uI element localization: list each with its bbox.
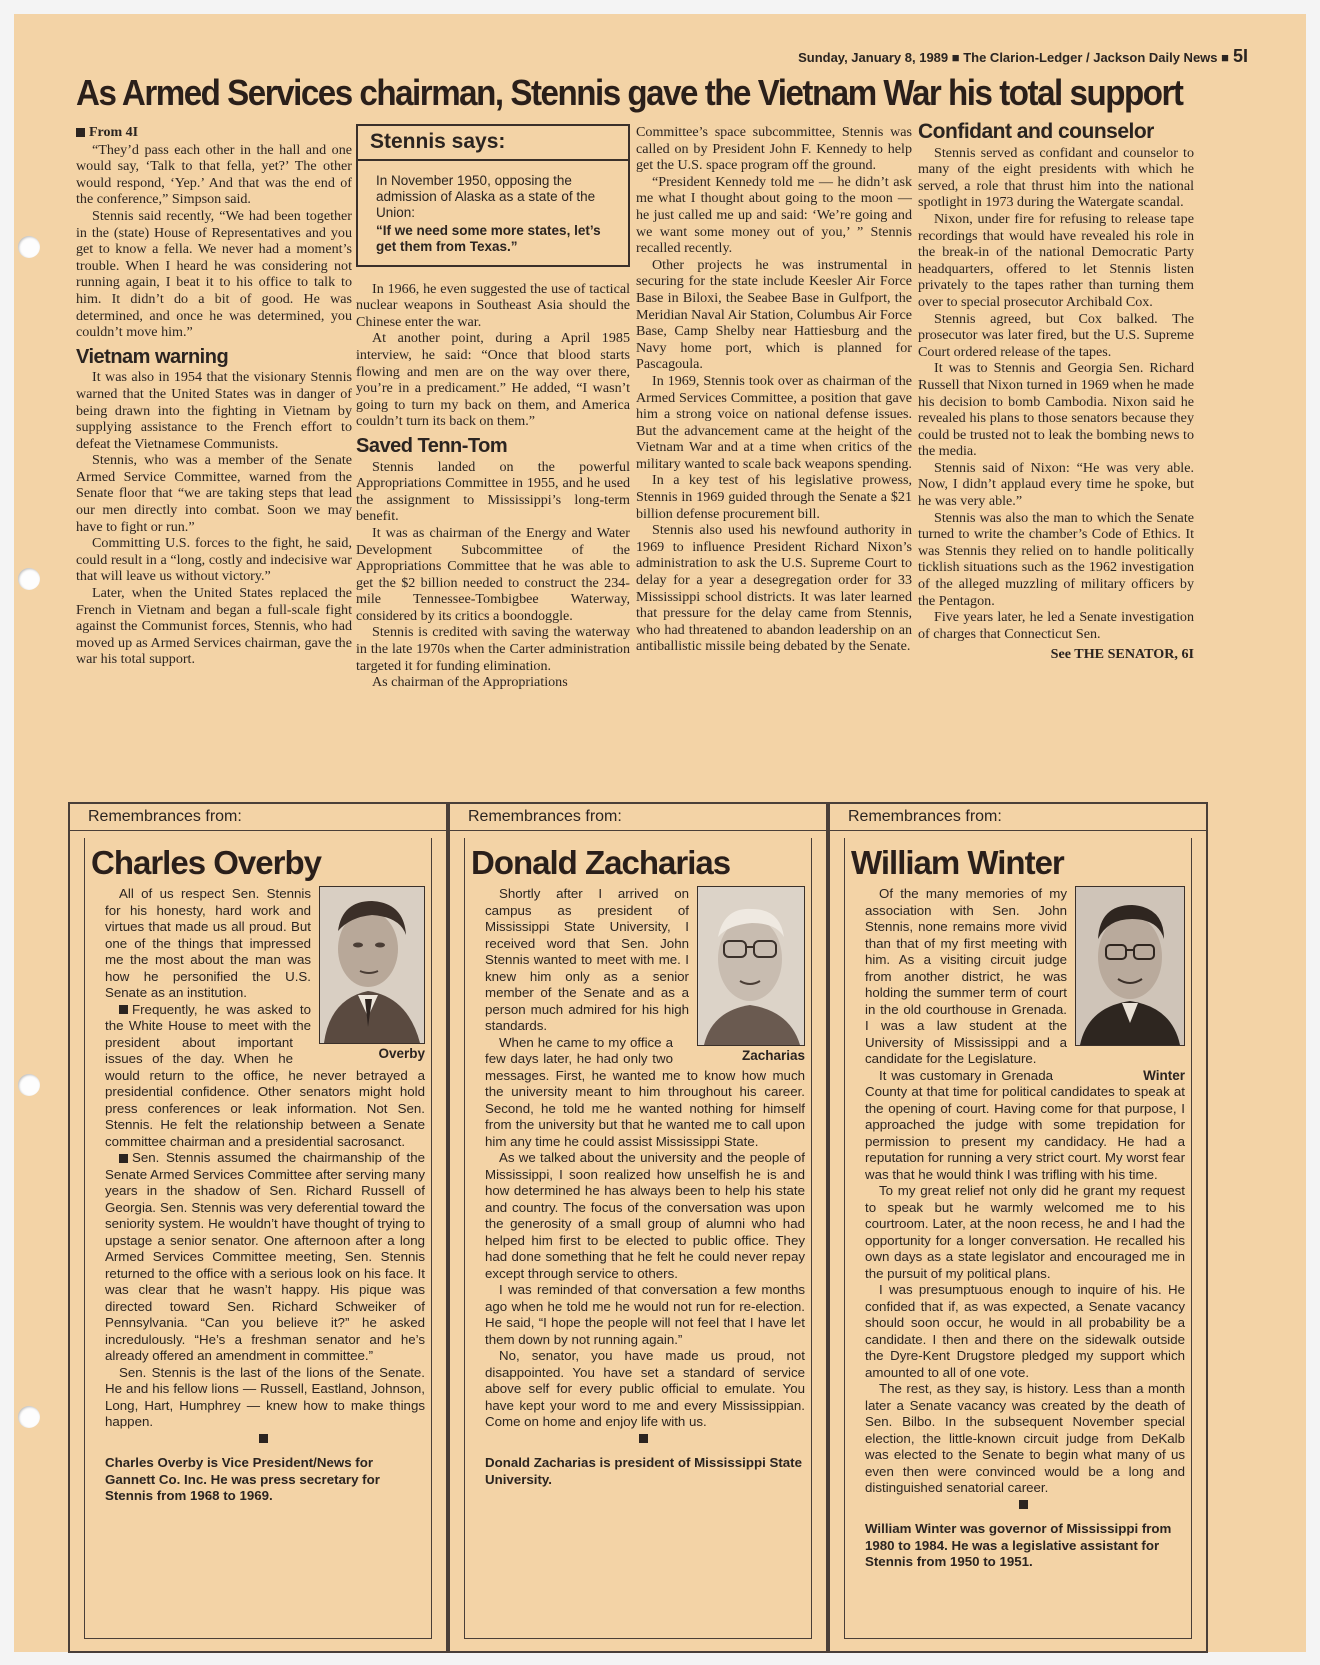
dateline xyxy=(798,46,1248,67)
paragraph: Later, when the United States replaced the French in Vietnam and began a full-scale fight against the Communist forces, Stennis, who had moved up as Armed Services chairman, gave the war his total support. xyxy=(76,585,352,668)
remembrance-label: Remembrances from: xyxy=(830,804,1206,831)
paragraph: As chairman of the Appropriations xyxy=(372,674,568,691)
end-mark-icon xyxy=(259,1434,268,1443)
paragraph: Stennis also used his newfound authority in 1969 to influence President Richard Nixon’s administration to ask the U.S. Supreme Court to delay for a year a desegregation order for 33 Mississippi school districts. It was later learned that pressure for the delay came from Stennis, who had threatened to abandon leadership on an antiballistic missile being debated by the Senate. xyxy=(636,522,912,655)
paragraph: Committee’s space subcommittee, Stennis was called on by President John F. Kennedy to help get the U.S. space program off the ground. xyxy=(636,124,912,174)
remembrance-box-zacharias xyxy=(448,802,828,1653)
continued-reference: See THE SENATOR, 6I xyxy=(1050,646,1194,663)
paragraph: “President Kennedy told me — he didn’t ask me what I thought about going to the moon — he just called me up and said: ‘We’re going and we want some money out of you,’ ” Stennis recalled recently. xyxy=(636,173,912,257)
article-column-1 xyxy=(76,124,352,668)
remembrance-name: Donald Zacharias xyxy=(471,844,731,881)
paragraph: To my great relief not only did he grant my request to speak but he warmly welcomed me to his courtroom. Later, at the noon recess, he and I had the opportunity for a longer conversation. He recalled his own days as a state legislator and encouraged me in the pursuit of my political plans. xyxy=(865,1183,1185,1281)
remembrance-box-overby xyxy=(68,802,448,1653)
paragraph: Shortly after I arrived on campus as president of Mississippi State University, I received word that Sen. John Stennis wanted to meet with me. I knew him only as a senior member of the Senate and as a person much admired for his high standards. xyxy=(485,886,689,1033)
paragraph: Stennis was also the man to which the Senate turned to write the chamber’s Code of Ethics. It was Stennis they relied on to handle politically ticklish situations such as the 1962 investigation of the alleged muzzling of military officers by the Pentagon. xyxy=(918,509,1194,609)
square-bullet-icon xyxy=(119,1005,128,1014)
jump-line: From 4I xyxy=(89,125,139,140)
remembrance-name: Charles Overby xyxy=(91,844,321,881)
paragraph: Sen. Stennis is the last of the lions of the Senate. He and his fellow lions — Russell, Eastland, Johnson, Long, Hart, Humphrey — knew how to make things happen. xyxy=(105,1364,425,1429)
winter-photo xyxy=(1075,886,1185,1046)
paragraph: It was to Stennis and Georgia Sen. Richard Russell that Nixon turned in 1969 when he made his decision to bomb Cambodia. Nixon said he revealed his plans to those senators because they could be trusted not to leak the bombing news to the media. xyxy=(918,360,1194,460)
paragraph: Stennis served as confidant and counselor to many of the eight presidents with which he served, a role that thrust him into the national spotlight in 1973 during the Watergate scandal. xyxy=(918,144,1194,211)
paragraph: In a key test of his legislative prowess, Stennis in 1969 guided through the Senate a $21 billion defense procurement bill. xyxy=(636,472,912,522)
paragraph: I was reminded of that conversation a few months ago when he told me he would not run for re-election. He said, “I hope the people will not feel that I have let them down by not running again.” xyxy=(485,1282,805,1347)
article-column-3 xyxy=(636,124,912,655)
paragraph: In 1969, Stennis took over as chairman of the Armed Services Committee, a position that gave him a strong voice on national defense issues. But the advancement came at the height of the Vietnam War and at a time when critics of the military wanted to scale back weapons spending. xyxy=(636,372,912,472)
paragraph: Of the many memories of my association with Sen. John Stennis, none remains more vivid than that of my first meeting with him. As a visiting circuit judge from another district, he was holding the summer term of court in the old courthouse in Grenada. I was a law student at the University of Mississippi and a candidate for the Legislature. xyxy=(865,886,1067,1066)
paragraph: Stennis is credited with saving the waterway in the late 1970s when the Carter administration targeted it for funding elimination. xyxy=(356,624,630,674)
paragraph: In 1966, he even suggested the use of tactical nuclear weapons in Southeast Asia should the Chinese enter the war. xyxy=(356,280,630,330)
binder-hole xyxy=(18,236,40,258)
overby-photo xyxy=(319,886,425,1044)
paragraph: It was customary in Grenada County at that time for political candidates to speak at the opening of court. Having come for that purpose, I approached the judge with some trepidation for permission to present my candidacy. He had a reputation for running a very strict court. My worst fear was that he would think I was trifling with his time. xyxy=(865,1067,1185,1182)
photo-caption: Winter xyxy=(1143,1067,1185,1083)
paragraph: Stennis said recently, “We had been together in the (state) House of Representatives and you get to know a fella. We never had a moment’s trouble. When I heard he was considering not running again, I beat it to his office to talk to him. It didn’t do a bit of good. He was determined, and once he was determined, you couldn’t move him.” xyxy=(76,207,352,341)
paragraph: Stennis, who was a member of the Senate Armed Service Committee, warned from the Senate floor that “we are taking steps that lead our men directly into combat. Soon we may have to fight or run.” xyxy=(76,452,352,535)
binder-hole xyxy=(18,1074,40,1096)
headline: As Armed Services chairman, Stennis gave the Vietnam War his total support xyxy=(76,72,1183,113)
subhead: Vietnam warning xyxy=(76,345,229,368)
paragraph: Sen. Stennis assumed the chairmanship of the Senate Armed Services Committee after serving many years in the shadow of Sen. Richard Russell of Georgia. Sen. Stennis was very deferential toward the seniority system. He wouldn’t have thought of trying to upstage a senior senator. One afternoon after a long Armed Services Committee meeting, Sen. Stennis returned to the office with a serious look on his face. It was clear that he wasn’t happy. His pique was directed toward Sen. Richard Schweiker of Pennsylvania. “Can you believe it?” he asked incredulously. “He’s a freshman senator and he’s already offered an amendment in committee.” xyxy=(105,1150,425,1363)
paragraph: All of us respect Sen. Stennis for his honesty, hard work and virtues that made us all proud. But one of the things that impressed me the most about the man was how he personified the U.S. Senate as an institution. xyxy=(105,886,311,1000)
paragraph: Five years later, he led a Senate investigation of charges that Connecticut Sen. xyxy=(918,609,1194,642)
paragraph: No, senator, you have made us proud, not disappointed. You have set a standard of service above self for every public official to emulate. You have kept your word to me and every Mississippian. Come on home and enjoy life with us. xyxy=(485,1348,805,1429)
dateline-text: Sunday, January 8, 1989 ■ The Clarion-Ledger / Jackson Daily News ■ xyxy=(798,50,1229,65)
article-column-4 xyxy=(918,120,1194,663)
article-column-2 xyxy=(356,124,630,691)
binder-hole xyxy=(18,568,40,590)
subhead: Confidant and counselor xyxy=(918,120,1154,143)
page-number: 5I xyxy=(1232,46,1248,66)
paragraph: “They’d pass each other in the hall and one would say, ‘Talk to that fella, yet?’ The other would respond, ‘Yep.’ And that was the end of the conference,” Simpson said. xyxy=(76,141,352,208)
stennis-says-quote: “If we need some more states, let’s get them from Texas.” xyxy=(376,222,601,254)
paragraph: It was as chairman of the Energy and Water Development Subcommittee of the Appropriations Committee that he was able to get the $2 billion needed to construct the 234-mile Tennessee-Tombigbee Waterway, considered by its critics a boondoggle. xyxy=(356,524,630,624)
end-mark-icon xyxy=(1019,1500,1028,1509)
author-bio: Charles Overby is Vice President/News for Gannett Co. Inc. He was press secretary for Stennis from 1968 to 1969. xyxy=(105,1455,380,1503)
paragraph: It was also in 1954 that the visionary Stennis warned that the United States was in danger of being drawn into the fighting in Vietnam by supplying assistance to the French effort to defeat the Vietnamese Communists. xyxy=(76,369,352,452)
photo-caption: Zacharias xyxy=(741,1048,805,1063)
newspaper-page xyxy=(14,14,1306,1652)
remembrance-label: Remembrances from: xyxy=(70,804,446,831)
paragraph: When he came to my office a few days later, he had only two messages. First, he wanted me to know how much the university meant to him throughout his career. Second, he told me he wanted nothing for himself from the university but that he wanted me to call upon him any time he could assist Mississippi State. xyxy=(485,1034,805,1149)
paragraph: Other projects he was instrumental in securing for the state include Keesler Air Force Base in Biloxi, the Seabee Base in Gulfport, the Meridian Naval Air Station, Columbus Air Force Base, Camp Shelby near Hattiesburg and the Navy home port, which is planned for Pascagoula. xyxy=(636,256,912,373)
paragraph: The rest, as they say, is history. Less than a month later a Senate vacancy was created by the death of Sen. Bilbo. In the subsequent November special election, the little-known circuit judge from DeKalb was elected to the Senate to begin what many of us even then were convinced would be a long and distinguished senatorial career. xyxy=(865,1381,1185,1495)
photo-caption: Overby xyxy=(378,1046,425,1061)
author-bio: William Winter was governor of Mississippi from 1980 to 1984. He was a legislative assistant for Stennis from 1950 to 1951. xyxy=(865,1521,1172,1569)
remembrance-name: William Winter xyxy=(851,844,1064,881)
stennis-says-text: In November 1950, opposing the admission of Alaska as a state of the Union: xyxy=(376,172,596,220)
zacharias-photo xyxy=(697,886,805,1046)
paragraph: Frequently, he was asked to the White House to meet with the president about important issues of the day. When he would return to the office, he never betrayed a presidential confidence. Other senators might hold press conferences or leak information. Not Sen. Stennis. He felt the relationship between a Senate committee chairman and a presidential sacrosanct. xyxy=(105,1001,425,1149)
author-bio: Donald Zacharias is president of Mississippi State University. xyxy=(485,1455,802,1487)
binder-hole xyxy=(18,1406,40,1428)
paragraph: Stennis said of Nixon: “He was very able. Now, I didn’t applaud every time he spoke, but he was very able.” xyxy=(918,459,1194,510)
subhead: Saved Tenn-Tom xyxy=(356,434,508,457)
remembrance-box-winter xyxy=(828,802,1208,1653)
stennis-says-title: Stennis says: xyxy=(358,126,628,161)
paragraph: Stennis agreed, but Cox balked. The prosecutor was later fired, but the U.S. Supreme Court ordered release of the tapes. xyxy=(918,310,1194,360)
stennis-says-box xyxy=(356,124,630,267)
square-bullet-icon xyxy=(76,128,85,137)
paragraph: I was presumptuous enough to inquire of his. He confided that if, as was expected, a Senate vacancy should soon occur, he would in all probability be a candidate. I then and there on the sidewalk outside the Dyre-Kent Drugstore pledged my support which amounted to all of one vote. xyxy=(865,1282,1185,1380)
paragraph: At another point, during a April 1985 interview, he said: “Once that blood starts flowing and men are on the way over there, you’re in a predicament.” He added, “I wasn’t going to turn my back on them, and America couldn’t turn its back on them.” xyxy=(356,330,630,430)
end-mark-icon xyxy=(639,1434,648,1443)
paragraph: As we talked about the university and the people of Mississippi, I soon realized how unselfish he is and how determined he has always been to help his state and country. The focus of the conversation was upon the generosity of a small group of alumni who had helped him first to be elected to public office. They had done something that he felt he could never repay except through service to others. xyxy=(485,1150,805,1281)
paragraph: Committing U.S. forces to the fight, he said, could result in a “long, costly and indecisive war that will leave us without victory.” xyxy=(76,535,352,585)
paragraph: Stennis landed on the powerful Appropriations Committee in 1955, and he used the assignment to Mississippi’s long-term benefit. xyxy=(356,458,630,525)
remembrance-label: Remembrances from: xyxy=(450,804,826,831)
paragraph: Nixon, under fire for refusing to release tape recordings that would have revealed his role in the break-in of the national Democratic Party headquarters, offered to let Stennis listen privately to the tapes rather than turning them over to special prosecutor Archibald Cox. xyxy=(918,210,1194,310)
square-bullet-icon xyxy=(119,1154,128,1163)
